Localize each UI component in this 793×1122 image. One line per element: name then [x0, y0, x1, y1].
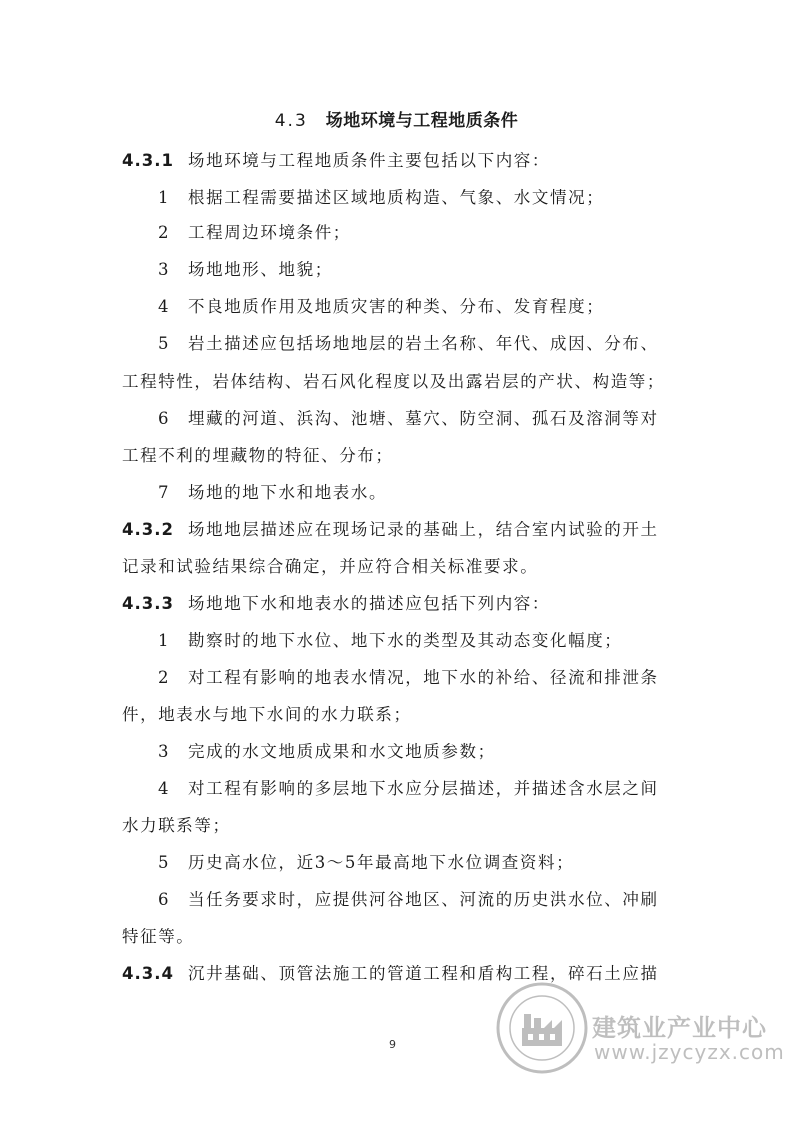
list-item-continuation: 特征等。: [122, 927, 195, 946]
item-number: 1: [158, 188, 171, 207]
watermark-name: 建筑业产业中心: [592, 1014, 767, 1042]
list-item: [158, 187, 718, 209]
clause-number: 4.3.3: [122, 594, 174, 613]
item-number: 3: [158, 742, 171, 761]
section-title: [0, 106, 793, 131]
list-item-continuation: 工程不利的埋藏物的特征、分布；: [122, 446, 394, 465]
item-text: 场地地形、地貌；: [188, 260, 333, 279]
list-item: [158, 482, 718, 504]
item-number: 4: [158, 779, 171, 798]
item-number: 3: [158, 260, 171, 279]
list-item: [158, 778, 718, 800]
clause-433: [122, 593, 682, 615]
list-item: [158, 296, 718, 318]
clause-text: 场地地层描述应在现场记录的基础上，结合室内试验的开土: [188, 520, 659, 539]
list-item: [158, 222, 718, 244]
clause-text: 场地环境与工程地质条件主要包括以下内容：: [188, 151, 550, 170]
item-number: 2: [158, 668, 171, 687]
clause-number: 4.3.1: [122, 151, 174, 170]
list-item-continuation: 工程特性，岩体结构、岩石风化程度以及出露岩层的产状、构造等；: [122, 372, 665, 391]
item-text: 埋藏的河道、浜沟、池塘、墓穴、防空洞、孤石及溶洞等对: [188, 409, 659, 428]
page-number: 9: [389, 1038, 396, 1051]
watermark: [494, 978, 785, 1078]
item-number: 7: [158, 483, 171, 502]
item-text: 根据工程需要描述区域地质构造、气象、水文情况；: [188, 188, 605, 207]
section-title-text: 场地环境与工程地质条件: [325, 111, 519, 131]
item-text: 场地的地下水和地表水。: [188, 483, 388, 502]
item-number: 6: [158, 890, 171, 909]
clause-text: 场地地下水和地表水的描述应包括下列内容：: [188, 594, 550, 613]
item-text: 工程周边环境条件；: [188, 223, 351, 242]
item-text: 对工程有影响的地表水情况，地下水的补给、径流和排泄条: [188, 668, 659, 687]
section-number: 4.3: [274, 111, 308, 131]
item-text: 岩土描述应包括场地地层的岩土名称、年代、成因、分布、: [188, 334, 659, 353]
list-item: [158, 741, 718, 763]
list-item: [158, 889, 718, 911]
item-number: 6: [158, 409, 171, 428]
item-text: 历史高水位，近3～5年最高地下水位调查资料；: [188, 853, 575, 872]
item-text: 完成的水文地质成果和水文地质参数；: [188, 742, 496, 761]
item-number: 5: [158, 334, 171, 353]
list-item: [158, 408, 718, 430]
list-item: [158, 333, 718, 355]
item-number: 2: [158, 223, 171, 242]
item-text: 不良地质作用及地质灾害的种类、分布、发育程度；: [188, 297, 605, 316]
list-item: [158, 259, 718, 281]
list-item: [158, 852, 718, 874]
item-number: 4: [158, 297, 171, 316]
list-item-continuation: 水力联系等；: [122, 816, 231, 835]
list-item-continuation: 件，地表水与地下水间的水力联系；: [122, 705, 412, 724]
item-number: 1: [158, 631, 171, 650]
clause-number: 4.3.2: [122, 520, 174, 539]
item-text: 对工程有影响的多层地下水应分层描述，并描述含水层之间: [188, 779, 659, 798]
clause-432: [122, 519, 682, 541]
item-text: 当任务要求时，应提供河谷地区、河流的历史洪水位、冲刷: [188, 890, 659, 909]
list-item: [158, 630, 718, 652]
clause-text: 沉井基础、顶管法施工的管道工程和盾构工程，碎石土应描: [188, 964, 659, 983]
clause-continuation: 记录和试验结果综合确定，并应符合相关标准要求。: [122, 557, 539, 576]
list-item: [158, 667, 718, 689]
watermark-url: www.jzycyzx.com: [594, 1040, 785, 1064]
clause-431: [122, 150, 682, 172]
watermark-seal-icon: [494, 978, 590, 1078]
item-text: 勘察时的地下水位、地下水的类型及其动态变化幅度；: [188, 631, 623, 650]
item-number: 5: [158, 853, 171, 872]
clause-number: 4.3.4: [122, 964, 174, 983]
